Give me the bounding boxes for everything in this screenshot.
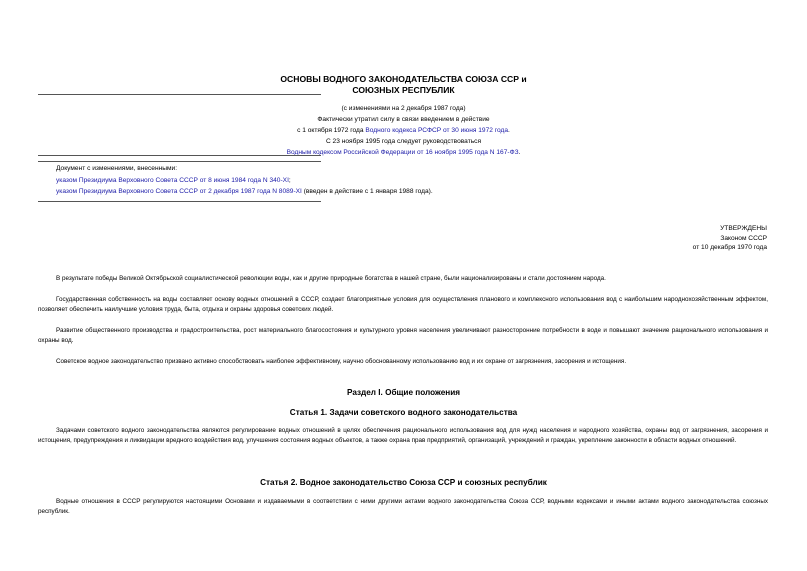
document-title-line2: СОЮЗНЫХ РЕСПУБЛИК [352,85,455,95]
preamble-paragraph-1: В результате победы Великой Октябрьской социалистической революции воды, как и другие природные богатства в нашей стране, были национализированы и стали достоянием народа. [56,275,606,282]
preamble-paragraph-4: Советское водное законодательство призвано активно способствовать наиболее эффективному, научно обоснованному использованию вод и их охране от загрязнения, засорения и истощения. [56,358,627,365]
status-line2 [0,126,807,135]
preamble-paragraph-3: Развитие общественного производства и градостроительства, рост материального благосостояния и культурного уровня населения увеличивают разносторонние потребности в воде и повышают значение рационального использования и охраны вод. [38,327,768,344]
changes-header: Документ с изменениями, внесенными: [56,165,178,172]
article-1-text: Задачами советского водного законодательства являются регулирование водных отношений в целях обеспечения рационального использования вод для нужд населения и народного хозяйства, охраны вод от загрязнения, засорения и истощения, предупреждения и ликвидации вредного воздействия вод, улучшения состояния водных объектов, а также охрана прав предприятий, организаций, учреждений и граждан, укрепление законности в области водных отношений. [38,427,768,444]
article-1-heading: Статья 1. Задачи советского водного законодательства [289,408,518,417]
divider-status-bottom [38,155,321,156]
document-title-line1: ОСНОВЫ ВОДНОГО ЗАКОНОДАТЕЛЬСТВА СОЮЗА ССР и [280,74,527,84]
status-line4-suffix: . [518,149,521,156]
changes-item1-suffix: ; [288,177,291,184]
approval-line1: УТВЕРЖДЕНЫ [720,225,767,232]
divider-changes-bottom [38,201,321,202]
changes-item2-suffix: (введен в действие с 1 января 1988 года). [301,188,433,195]
ukaz-1987-link[interactable]: указом Президиума Верховного Совета СССР от 2 декабря 1987 года N 8089-XI [56,188,302,195]
changes-item2 [56,186,433,198]
approval-line2: Законом СССР [720,234,767,242]
divider-top [38,94,321,95]
status-line3: С 23 ноября 1995 года следует руководствоваться [325,138,482,145]
ukaz-1984-link[interactable]: указом Президиума Верховного Совета СССР от 8 июня 1984 года N 340-XI [56,177,289,184]
article-2-text: Водные отношения в СССР регулируются настоящими Основами и издаваемыми в соответствии с ними другими актами водного законодательства Союза ССР, водными кодексами и иными актами водного законодательства союзных республик. [38,498,768,515]
vodny-kodeks-rsfsr-link[interactable]: Водного кодекса РСФСР от 30 июня 1972 года [365,127,509,134]
status-line2-suffix: . [508,127,510,134]
approval-line3: от 10 декабря 1970 года [692,244,767,251]
preamble-paragraph-2: Государственная собственность на воды составляет основу водных отношений в СССР, создает благоприятные условия для осуществления планового и комплексного использования вод с наибольшим народнохозяйственным эффектом, позволяет обеспечить наилучшие условия труда, быта, отдыха и охраны здоровья советских людей. [38,296,768,313]
section-1-heading: Раздел I. Общие положения [346,388,461,397]
status-line1: Фактически утратил силу в связи введением в действие [317,116,490,123]
status-line2-prefix: с 1 октября 1972 года [297,127,366,134]
approval-block [693,224,767,253]
article-2-heading: Статья 2. Водное законодательство Союза ССР и союзных республик [260,478,547,487]
vodny-kodeks-rf-link[interactable]: Водным кодексом Российской Федерации от 16 ноября 1995 года N 167-ФЗ [286,149,519,156]
amendment-note: (с изменениями на 2 декабря 1987 года) [341,105,466,112]
divider-changes-top [38,161,321,162]
